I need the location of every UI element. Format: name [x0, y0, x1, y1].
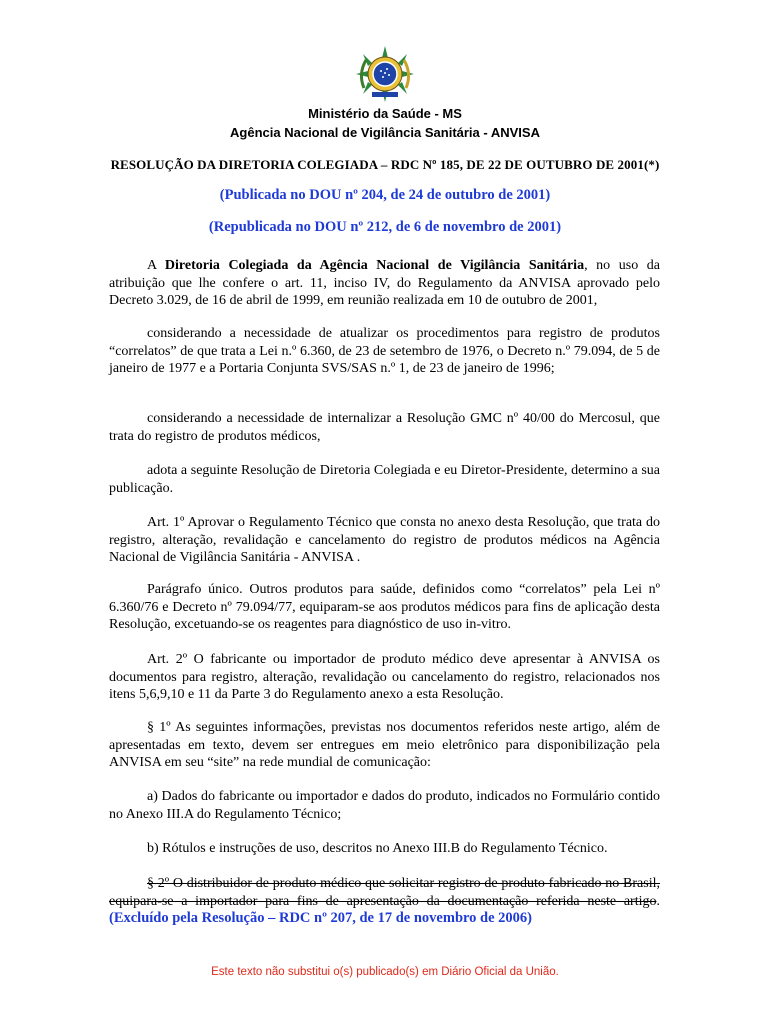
adopts-paragraph: adota a seguinte Resolução de Diretoria Colegiada e eu Diretor-Presidente, determino a sua publicação. — [109, 463, 660, 496]
revoked-period: . — [656, 893, 660, 909]
article-1: Art. 1º Aprovar o Regulamento Técnico que consta no anexo desta Resolução, que trata do registro, alteração, revalidação e cancelamento do registro de produtos médicos na Agência Nacional de Vigilância Sanitária - ANVISA . — [109, 515, 660, 565]
item-a: a) Dados do fabricante ou importador e dados do produto, indicados no Formulário contido no Anexo III.A do Regulamento Técnico; — [109, 789, 660, 822]
ministry-name: Ministério da Saúde - MS — [308, 106, 462, 121]
article-2: Art. 2º O fabricante ou importador de produto médico deve apresentar à ANVISA os documentos para registro, alteração, revalidação ou cancelamento do registro, relacionados nos itens 5,6,9,10 e 11 da Parte 3 do Regulamento anexo a esta Resolução. — [109, 652, 660, 702]
republication-note: (Republicada no DOU nº 212, de 6 de novembro de 2001) — [208, 219, 562, 235]
intro-paragraph — [109, 257, 660, 310]
intro-rest: , no uso da atribuição que lhe confere o art. 11, inciso IV, do Regulamento da ANVISA aprovado pelo Decreto 3.029, de 16 de abril de 1999, em reunião realizada em 10 de outubro de 2001, — [109, 258, 660, 308]
sole-paragraph: Parágrafo único. Outros produtos para saúde, definidos como “correlatos” pela Lei nº 6.360/76 e Decreto nº 79.094/77, equiparam-se aos produtos médicos para fins de aplicação desta Resolução, excetuando-se os reagentes para diagnóstico de uso in-vitro. — [109, 582, 660, 632]
considering-paragraph-1: considerando a necessidade de atualizar os procedimentos para registro de produtos “correlatos” de que trata a Lei n.º 6.360, de 23 de setembro de 1976, o Decreto n.º 79.094, de 5 de janeiro de 1977 e a Portaria Conjunta SVS/SAS n.º 1, de 23 de janeiro de 1996; — [109, 326, 660, 376]
intro-board-name: Diretoria Colegiada da Agência Nacional de Vigilância Sanitária — [164, 258, 585, 273]
coat-of-arms-icon — [350, 44, 420, 104]
resolution-title: RESOLUÇÃO DA DIRETORIA COLEGIADA – RDC Nº 185, DE 22 DE OUTUBRO DE 2001(*) — [110, 157, 660, 172]
agency-name: Agência Nacional de Vigilância Sanitária - ANVISA — [230, 125, 540, 140]
paragraph-2 — [109, 875, 660, 928]
publication-note: (Publicada no DOU nº 204, de 24 de outubro de 2001) — [219, 187, 551, 203]
exclusion-note: (Excluído pela Resolução – RDC nº 207, de 17 de novembro de 2006) — [109, 910, 533, 926]
intro-prefix: A — [147, 258, 165, 273]
item-b: b) Rótulos e instruções de uso, descritos no Anexo III.B do Regulamento Técnico. — [147, 841, 608, 856]
revoked-text: § 2º O distribuidor de produto médico que solicitar registro de produto fabricado no Brasil, equipara-se a importador para fins de apresentação da documentação referida neste artigo — [109, 876, 660, 909]
disclaimer-footer: Este texto não substitui o(s) publicado(s) em Diário Oficial da União. — [211, 966, 559, 978]
paragraph-1: § 1º As seguintes informações, previstas nos documentos referidos neste artigo, além de apresentadas em texto, devem ser entregues em meio eletrônico para disponibilização pela ANVISA em seu “site” na rede mundial de comunicação: — [109, 720, 660, 770]
considering-paragraph-2: considerando a necessidade de internalizar a Resolução GMC nº 40/00 do Mercosul, que trata do registro de produtos médicos, — [109, 411, 660, 444]
